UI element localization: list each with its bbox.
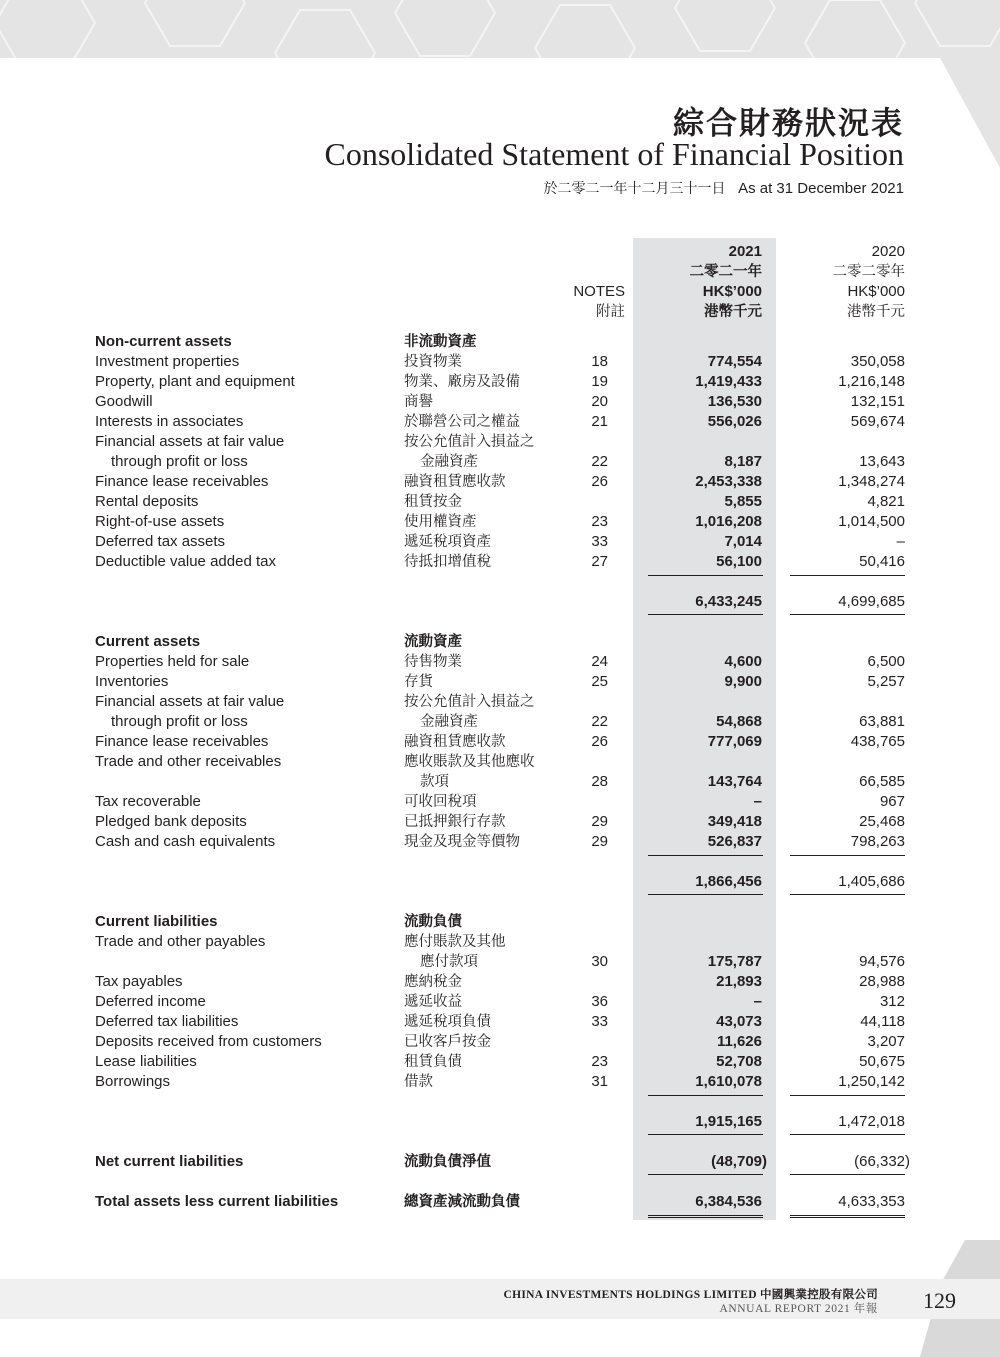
row-value-2020: 312 — [879, 993, 905, 1010]
page-number: 129 — [923, 1288, 956, 1313]
row-value-2021: 7,014 — [724, 533, 762, 550]
table-row — [0, 1072, 1000, 1092]
year-2021-unit: HK$’000 — [702, 283, 762, 300]
row-label-cn: 金融資產 — [420, 714, 478, 730]
table-row — [0, 512, 1000, 532]
row-value-2020: 4,821 — [867, 493, 905, 510]
row-label-en: Trade and other payables — [95, 933, 266, 950]
row-note: 20 — [591, 393, 608, 410]
row-note: 26 — [591, 733, 608, 750]
table-row — [0, 1032, 1000, 1052]
table-row — [0, 932, 1000, 952]
row-label-cn: 借款 — [404, 1074, 433, 1090]
row-label-cn: 已收客戶按金 — [404, 1034, 491, 1050]
row-label-cn: 待抵扣增值稅 — [404, 554, 491, 570]
row-label-en: Finance lease receivables — [95, 733, 269, 750]
row-value-2020: 132,151 — [850, 393, 905, 410]
row-value-2020: 28,988 — [859, 973, 905, 990]
row-label-cn: 遞延收益 — [404, 994, 462, 1010]
row-label-en: Properties held for sale — [95, 653, 250, 670]
total-rule — [648, 1134, 763, 1135]
row-label-en: Deferred tax liabilities — [95, 1013, 239, 1030]
row-value-2021: 5,855 — [724, 493, 762, 510]
footer-report-name: ANNUAL REPORT 2021 年報 — [719, 1303, 878, 1315]
row-label-en: Financial assets at fair value — [95, 433, 285, 450]
subtotal-rule — [790, 575, 905, 576]
row-label-cn: 租賃負債 — [404, 1054, 462, 1070]
row-value-2020: 5,257 — [867, 673, 905, 690]
row-label-cn: 現金及現金等價物 — [404, 834, 520, 850]
table-row — [0, 792, 1000, 812]
row-label-en: Tax recoverable — [95, 793, 201, 810]
row-value-2020: 438,765 — [850, 733, 905, 750]
row-label-en: Deductible value added tax — [95, 553, 276, 570]
row-value-2020: 66,585 — [859, 773, 905, 790]
row-label-cn: 流動資產 — [404, 634, 462, 650]
row-note: 26 — [591, 473, 608, 490]
row-value-2020: 6,500 — [867, 653, 905, 670]
row-value-2021: 54,868 — [716, 713, 762, 730]
row-value-2021: 56,100 — [716, 553, 762, 570]
table-row — [0, 692, 1000, 712]
row-label-cn: 應收賬款及其他應收 — [404, 754, 535, 770]
row-label-cn: 應付款項 — [420, 954, 478, 970]
year-2021-unit-cn: 港幣千元 — [704, 304, 762, 320]
row-label-en: Investment properties — [95, 353, 240, 370]
row-note: 36 — [591, 993, 608, 1010]
row-note: 33 — [591, 533, 608, 550]
subtotal-rule — [648, 855, 763, 856]
table-row — [0, 972, 1000, 992]
statement-date — [544, 178, 904, 198]
table-row — [0, 452, 1000, 472]
row-label-cn: 按公允值計入損益之 — [404, 694, 535, 710]
row-label-cn: 融資租賃應收款 — [404, 734, 506, 750]
row-value-2020: 1,405,686 — [838, 873, 905, 890]
row-value-2020: 50,416 — [859, 553, 905, 570]
row-value-2021: 6,433,245 — [695, 593, 762, 610]
row-value-2021: 6,384,536 — [695, 1193, 762, 1210]
row-note: 24 — [591, 653, 608, 670]
statement-date-en: As at 31 December 2021 — [738, 180, 904, 197]
grand-total-double-rule — [790, 1215, 905, 1219]
row-value-2021: 21,893 — [716, 973, 762, 990]
total-rule — [790, 894, 905, 895]
row-label-cn: 待售物業 — [404, 654, 462, 670]
row-label-en: Financial assets at fair value — [95, 693, 285, 710]
table-row — [0, 752, 1000, 772]
decorative-banner — [0, 0, 1000, 58]
year-2020-unit-cn: 港幣千元 — [847, 304, 905, 320]
row-value-2021: 1,866,456 — [695, 873, 762, 890]
row-value-2021: 774,554 — [707, 353, 762, 370]
row-value-2021: (48,709) — [711, 1153, 767, 1170]
row-value-2021: 4,600 — [724, 653, 762, 670]
row-value-2020: 569,674 — [850, 413, 905, 430]
table-row — [0, 832, 1000, 852]
row-label-en: Rental deposits — [95, 493, 199, 510]
row-value-2020: 63,881 — [859, 713, 905, 730]
year-2021-label-cn: 二零二一年 — [689, 264, 762, 280]
row-value-2020: 1,348,274 — [838, 473, 905, 490]
row-value-2021: – — [753, 793, 762, 810]
row-label-cn: 遞延稅項資產 — [404, 534, 491, 550]
subtotal-row — [0, 872, 1000, 892]
row-value-2021: – — [753, 993, 762, 1010]
row-label-cn: 租賃按金 — [404, 494, 462, 510]
row-value-2021: 556,026 — [707, 413, 762, 430]
row-label-cn: 遞延稅項負債 — [404, 1014, 491, 1030]
row-note: 29 — [591, 813, 608, 830]
row-value-2021: 1,610,078 — [695, 1073, 762, 1090]
statement-date-cn: 於二零二一年十二月三十一日 — [543, 181, 726, 197]
footer-company-name: CHINA INVESTMENTS HOLDINGS LIMITED 中國興業控股有限公司 — [503, 1289, 878, 1301]
table-row — [0, 772, 1000, 792]
row-note: 21 — [591, 413, 608, 430]
year-2020-label: 2020 — [871, 243, 905, 260]
total-rule — [648, 894, 763, 895]
subtotal-rule — [648, 575, 763, 576]
row-note: 25 — [591, 673, 608, 690]
table-row — [0, 952, 1000, 972]
row-note: 22 — [591, 713, 608, 730]
row-label-cn: 物業、廠房及設備 — [404, 374, 520, 390]
table-row — [0, 652, 1000, 672]
row-label-en: Finance lease receivables — [95, 473, 269, 490]
row-label-en: Cash and cash equivalents — [95, 833, 276, 850]
row-label-en: Lease liabilities — [95, 1053, 197, 1070]
row-note: 23 — [591, 1053, 608, 1070]
row-label-cn: 投資物業 — [404, 354, 462, 370]
row-value-2021: 9,900 — [724, 673, 762, 690]
row-value-2021: 43,073 — [716, 1013, 762, 1030]
year-2021-label: 2021 — [728, 243, 762, 260]
notes-label-en: NOTES — [573, 283, 625, 300]
subtotal-rule — [790, 1095, 905, 1096]
table-row — [0, 492, 1000, 512]
row-label-cn: 款項 — [420, 774, 449, 790]
row-label-en: Current assets — [95, 633, 201, 650]
notes-label-cn: 附註 — [596, 304, 625, 320]
table-row — [0, 732, 1000, 752]
subtotal-rule — [648, 1095, 763, 1096]
row-value-2021: 1,016,208 — [695, 513, 762, 530]
row-label-en: Net current liabilities — [95, 1153, 244, 1170]
table-row — [0, 672, 1000, 692]
row-value-2020: 1,014,500 — [838, 513, 905, 530]
year-2021-column-header — [640, 242, 762, 322]
row-label-en: Goodwill — [95, 393, 153, 410]
table-row — [0, 352, 1000, 372]
row-note: 29 — [591, 833, 608, 850]
table-row — [0, 1052, 1000, 1072]
table-row — [0, 1012, 1000, 1032]
row-label-cn: 流動負債 — [404, 914, 462, 930]
row-label-en: Interests in associates — [95, 413, 244, 430]
row-label-en: Borrowings — [95, 1073, 171, 1090]
row-note: 19 — [591, 373, 608, 390]
row-value-2020: 94,576 — [859, 953, 905, 970]
row-label-cn: 按公允值計入損益之 — [404, 434, 535, 450]
row-value-2021: 136,530 — [707, 393, 762, 410]
row-value-2021: 526,837 — [707, 833, 762, 850]
row-label-cn: 非流動資產 — [404, 334, 477, 350]
row-label-cn: 應付賬款及其他 — [404, 934, 506, 950]
row-label-en: through profit or loss — [111, 713, 248, 730]
row-label-en: Inventories — [95, 673, 169, 690]
row-value-2021: 1,915,165 — [695, 1113, 762, 1130]
table-row — [0, 412, 1000, 432]
subtotal-row — [0, 1112, 1000, 1132]
row-label-en: through profit or loss — [111, 453, 248, 470]
row-value-2021: 11,626 — [716, 1033, 762, 1050]
table-row — [0, 392, 1000, 412]
total-rule — [790, 1134, 905, 1135]
row-label-cn: 存貨 — [404, 674, 433, 690]
row-label-cn: 使用權資產 — [404, 514, 477, 530]
row-value-2021: 52,708 — [716, 1053, 762, 1070]
row-value-2020: 13,643 — [859, 453, 905, 470]
row-note: 33 — [591, 1013, 608, 1030]
row-value-2020: – — [896, 533, 905, 550]
row-value-2020: 967 — [879, 793, 905, 810]
row-label-cn: 金融資產 — [420, 454, 478, 470]
row-value-2021: 777,069 — [707, 733, 762, 750]
total-rule — [790, 1174, 905, 1175]
row-label-cn: 流動負債淨值 — [404, 1154, 491, 1170]
row-value-2020: 4,699,685 — [838, 593, 905, 610]
row-label-cn: 已抵押銀行存款 — [404, 814, 506, 830]
row-value-2020: 350,058 — [850, 353, 905, 370]
row-label-en: Right-of-use assets — [95, 513, 225, 530]
title-english: Consolidated Statement of Financial Position — [324, 136, 904, 172]
year-2020-column-header — [790, 242, 905, 322]
row-value-2020: 798,263 — [850, 833, 905, 850]
table-row — [0, 712, 1000, 732]
subtotal-rule — [790, 855, 905, 856]
row-label-en: Deferred tax assets — [95, 533, 226, 550]
row-note: 23 — [591, 513, 608, 530]
row-label-en: Current liabilities — [95, 913, 218, 930]
row-note: 30 — [591, 953, 608, 970]
row-label-cn: 商譽 — [404, 394, 433, 410]
year-2020-unit: HK$’000 — [847, 283, 905, 300]
net-current-liabilities-row — [0, 1152, 1000, 1172]
row-value-2020: (66,332) — [854, 1153, 910, 1170]
row-value-2020: 1,250,142 — [838, 1073, 905, 1090]
row-value-2020: 50,675 — [859, 1053, 905, 1070]
row-value-2021: 2,453,338 — [695, 473, 762, 490]
row-value-2020: 44,118 — [860, 1013, 905, 1030]
row-label-en: Non-current assets — [95, 333, 232, 350]
total-rule — [790, 614, 905, 615]
table-row — [0, 992, 1000, 1012]
table-row — [0, 812, 1000, 832]
table-row — [0, 552, 1000, 572]
row-label-en: Deferred income — [95, 993, 206, 1010]
subtotal-row — [0, 592, 1000, 612]
table-row — [0, 372, 1000, 392]
row-label-cn: 應納稅金 — [404, 974, 462, 990]
row-note: 31 — [591, 1073, 608, 1090]
grand-total-double-rule — [648, 1215, 763, 1219]
row-label-en: Total assets less current liabilities — [95, 1193, 339, 1210]
row-note: 27 — [591, 553, 608, 570]
total-assets-less-current-liabilities-row — [0, 1192, 1000, 1212]
row-value-2020: 3,207 — [867, 1033, 905, 1050]
row-value-2021: 175,787 — [707, 953, 762, 970]
row-value-2021: 143,764 — [707, 773, 762, 790]
total-rule — [648, 614, 763, 615]
row-value-2021: 349,418 — [707, 813, 762, 830]
row-value-2020: 1,216,148 — [838, 373, 905, 390]
row-label-en: Pledged bank deposits — [95, 813, 247, 830]
row-note: 28 — [591, 773, 608, 790]
row-label-cn: 於聯營公司之權益 — [404, 414, 520, 430]
row-label-en: Trade and other receivables — [95, 753, 282, 770]
row-label-en: Deposits received from customers — [95, 1033, 322, 1050]
row-label-cn: 融資租賃應收款 — [404, 474, 506, 490]
row-label-cn: 可收回稅項 — [404, 794, 477, 810]
row-note: 18 — [591, 353, 608, 370]
title-chinese: 綜合財務狀況表 — [673, 106, 904, 142]
year-2020-label-cn: 二零二零年 — [832, 264, 905, 280]
section-header-current-assets — [0, 632, 1000, 652]
row-label-cn: 總資產減流動負債 — [404, 1194, 520, 1210]
notes-column-header — [560, 282, 625, 322]
row-value-2021: 8,187 — [724, 453, 762, 470]
row-value-2021: 1,419,433 — [695, 373, 762, 390]
section-header-current-liabilities — [0, 912, 1000, 932]
table-row — [0, 432, 1000, 452]
row-label-en: Tax payables — [95, 973, 183, 990]
table-row — [0, 472, 1000, 492]
total-rule — [648, 1174, 763, 1175]
row-label-en: Property, plant and equipment — [95, 373, 295, 390]
section-header-non-current-assets — [0, 332, 1000, 352]
row-note: 22 — [591, 453, 608, 470]
row-value-2020: 1,472,018 — [838, 1113, 905, 1130]
row-value-2020: 25,468 — [859, 813, 905, 830]
table-row — [0, 532, 1000, 552]
row-value-2020: 4,633,353 — [838, 1193, 905, 1210]
